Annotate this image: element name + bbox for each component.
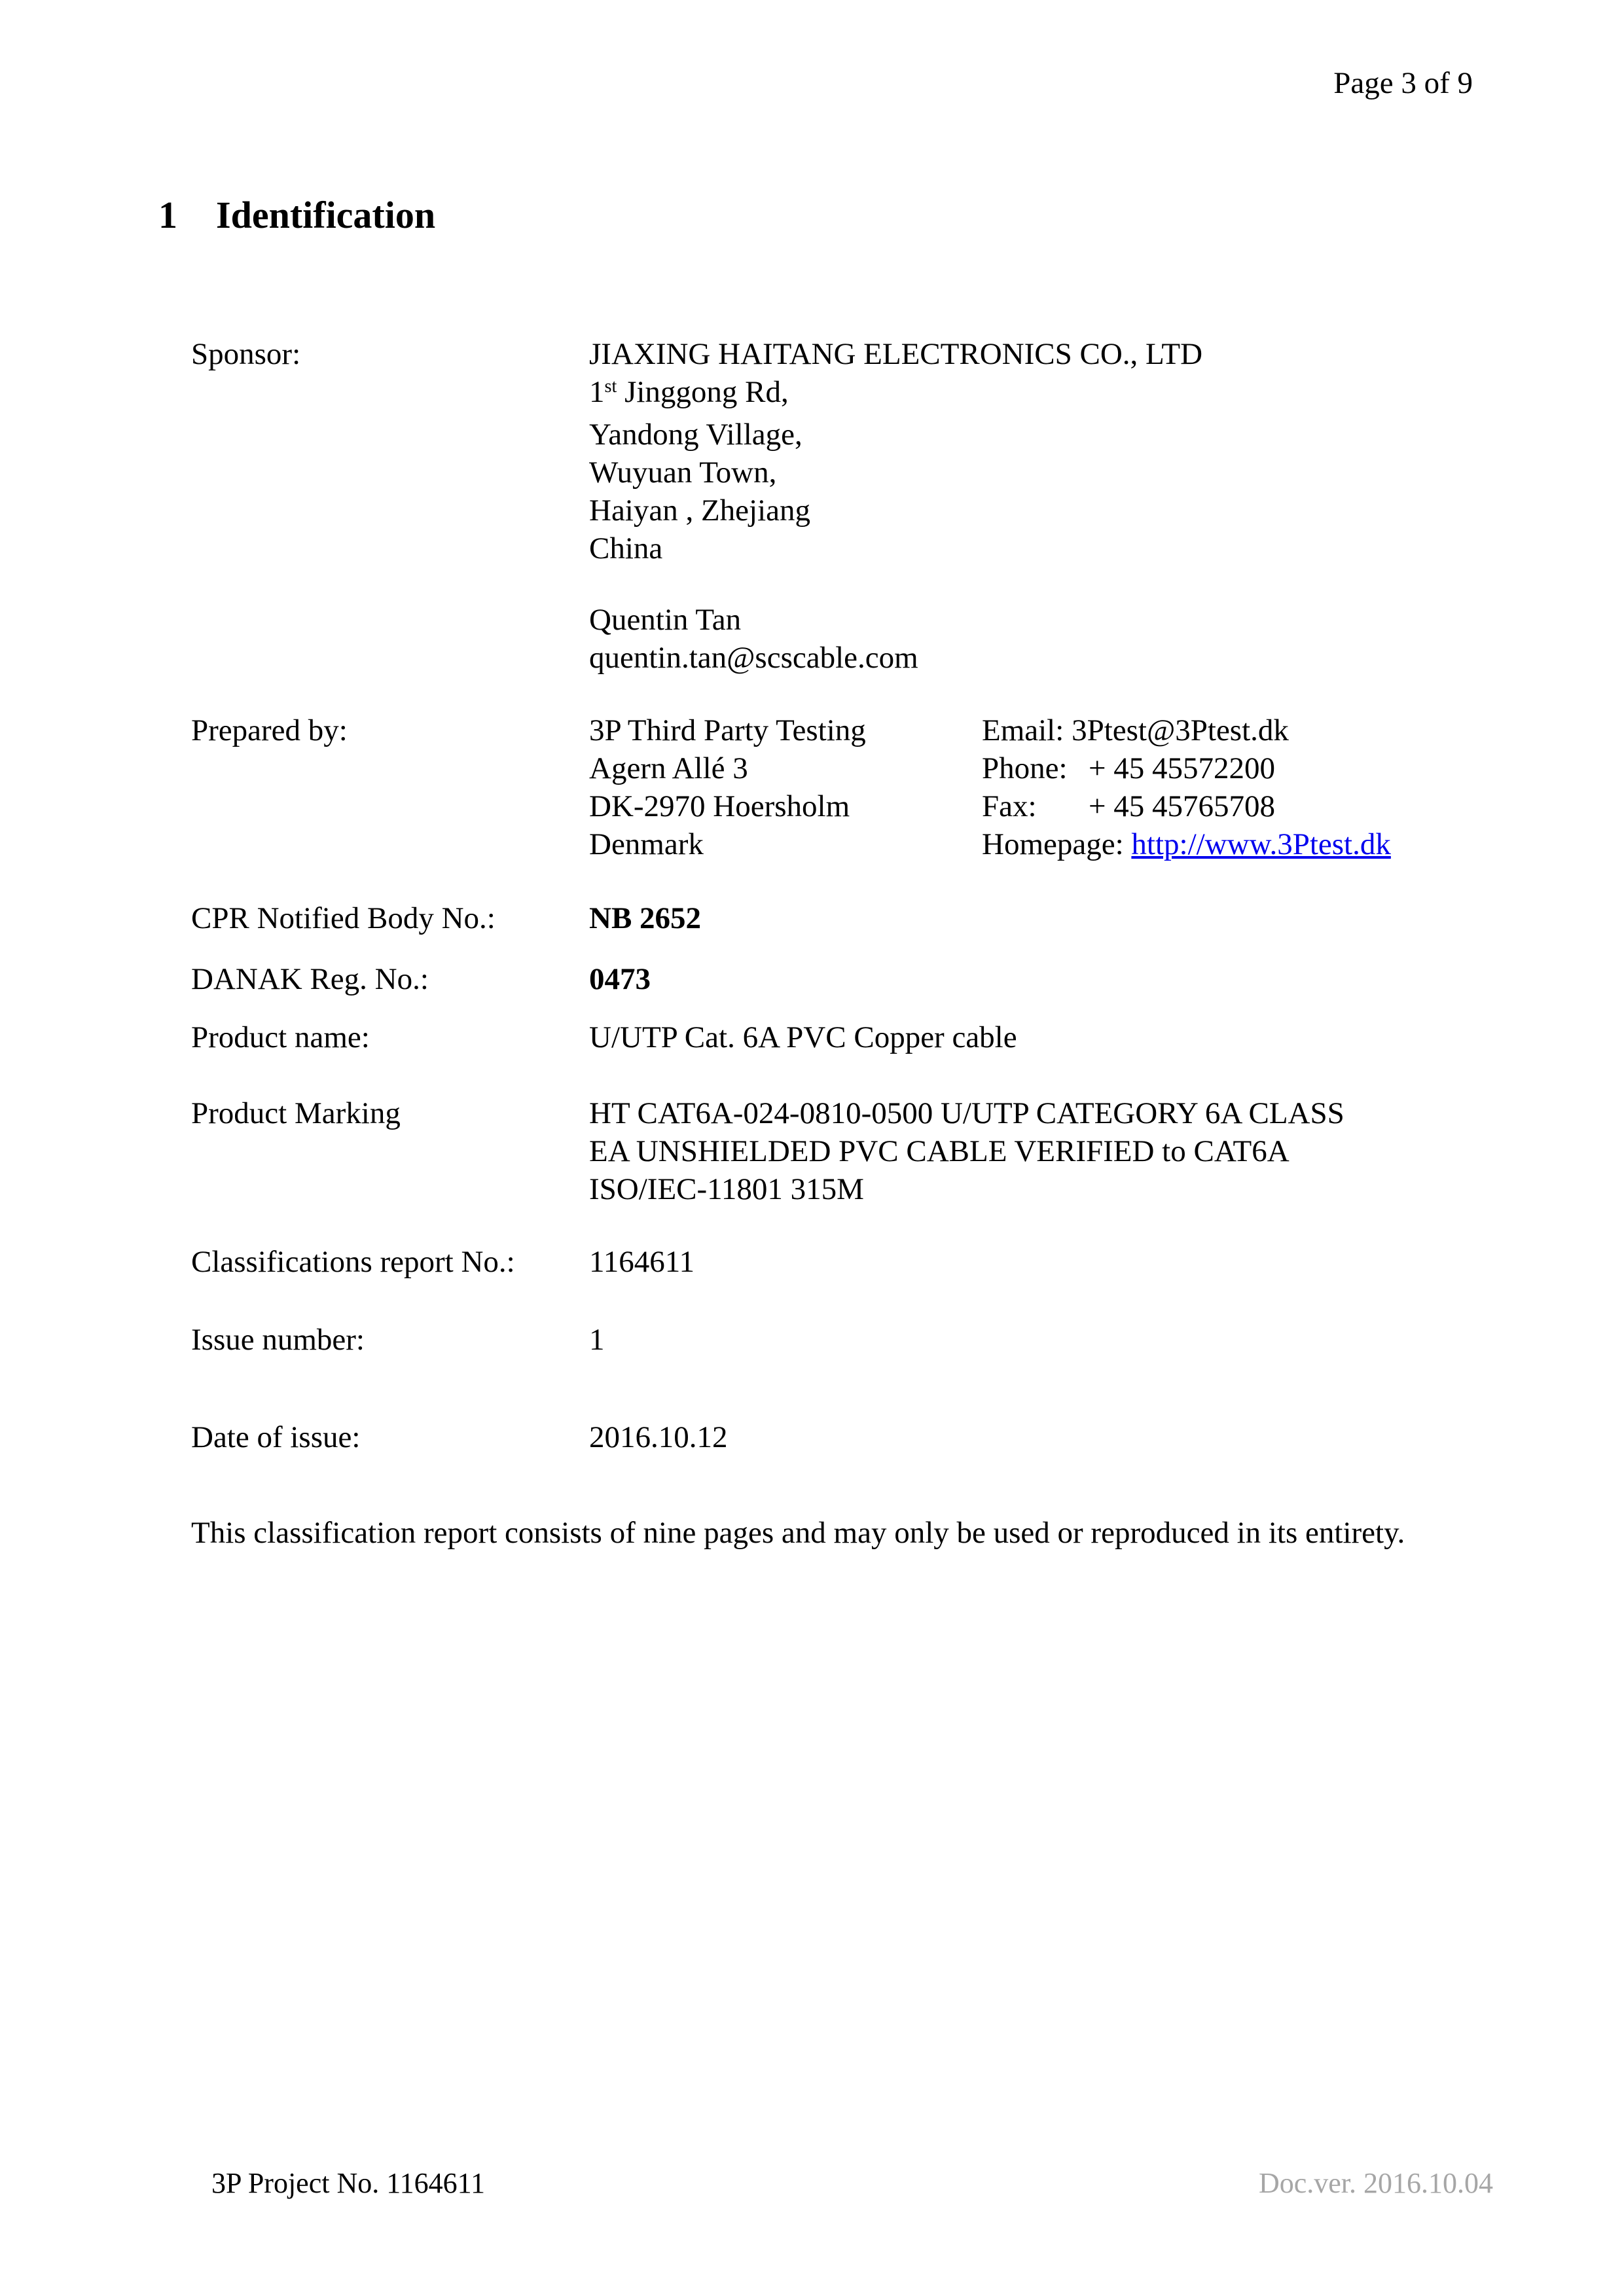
entirety-note: This classification report consists of nine pages and may only be used or reproduced in its entirety. [191, 1516, 1405, 1550]
ordinal-suffix: st [604, 376, 617, 397]
contact-line-homepage [982, 825, 1391, 863]
fax-label: Fax: [982, 789, 1045, 823]
product-marking-value [589, 1094, 1344, 1208]
field-row-danak-reg [191, 960, 651, 998]
homepage-link[interactable]: http://www.3Ptest.dk [1131, 827, 1391, 861]
address-number: 1 [589, 375, 605, 409]
prepared-company-line-1: 3P Third Party Testing [589, 713, 866, 747]
contact-line-email [982, 711, 1391, 749]
cpr-label: CPR Notified Body No.: [191, 901, 496, 935]
prepared-company-line-4: Denmark [589, 827, 704, 861]
issue-number-label: Issue number: [191, 1323, 365, 1357]
section-heading [158, 195, 435, 236]
marking-line-1: HT CAT6A-024-0810-0500 U/UTP CATEGORY 6A CLASS [589, 1096, 1344, 1130]
prepared-company-line-2: Agern Allé 3 [589, 751, 748, 785]
address-street: Jinggong Rd, [617, 375, 789, 409]
phone-label: Phone: [982, 751, 1075, 785]
prepared-company-line-3: DK-2970 Hoersholm [589, 789, 850, 823]
contact-name: Quentin Tan [589, 603, 742, 637]
sponsor-company: JIAXING HAITANG ELECTRONICS CO., LTD [589, 337, 1203, 371]
field-row-product-marking [191, 1094, 1344, 1208]
sponsor-address-line-1 [589, 373, 1202, 416]
danak-value: 0473 [589, 962, 651, 996]
sponsor-address-line-5: China [589, 531, 663, 565]
report-number-value: 1164611 [589, 1245, 695, 1279]
product-marking-label: Product Marking [191, 1096, 401, 1130]
sponsor-value [589, 335, 1202, 567]
field-row-cpr-notified-body [191, 899, 701, 937]
field-row-product-name [191, 1018, 1017, 1056]
footer-doc-version: Doc.ver. 2016.10.04 [1258, 2167, 1493, 2199]
prepared-by-contact-block [982, 711, 1391, 863]
report-number-label: Classifications report No.: [191, 1245, 515, 1279]
sponsor-label: Sponsor: [191, 337, 301, 371]
section-number: 1 [158, 194, 177, 236]
sponsor-contact-block [589, 601, 918, 677]
email-value: 3Ptest@3Ptest.dk [1072, 713, 1289, 747]
product-name-label: Product name: [191, 1020, 370, 1054]
sponsor-address-line-2: Yandong Village, [589, 418, 803, 452]
issue-number-value: 1 [589, 1323, 605, 1357]
cpr-value: NB 2652 [589, 901, 702, 935]
field-row-date-of-issue [191, 1418, 728, 1456]
danak-label: DANAK Reg. No.: [191, 962, 429, 996]
prepared-by-company-block [589, 711, 982, 863]
footer-project-number: 3P Project No. 1164611 [211, 2167, 485, 2199]
section-title: Identification [216, 194, 436, 236]
marking-line-3: ISO/IEC-11801 315M [589, 1172, 864, 1206]
product-name-value: U/UTP Cat. 6A PVC Copper cable [589, 1020, 1017, 1054]
sponsor-address-line-4: Haiyan , Zhejiang [589, 493, 811, 528]
contact-email: quentin.tan@scscable.com [589, 641, 918, 675]
homepage-label: Homepage: [982, 827, 1132, 861]
prepared-by-label: Prepared by: [191, 713, 348, 747]
contact-line-phone [982, 749, 1391, 787]
marking-line-2: EA UNSHIELDED PVC CABLE VERIFIED to CAT6A [589, 1134, 1290, 1168]
contact-line-fax [982, 787, 1391, 825]
field-row-issue-number [191, 1321, 605, 1359]
field-row-prepared-by [191, 711, 1391, 863]
field-row-report-number [191, 1243, 695, 1281]
fax-value: + 45 45765708 [1089, 789, 1276, 823]
phone-value: + 45 45572200 [1089, 751, 1276, 785]
page-number: Page 3 of 9 [1333, 66, 1473, 100]
date-of-issue-label: Date of issue: [191, 1420, 361, 1454]
field-row-sponsor [191, 335, 1202, 567]
email-label: Email: [982, 713, 1072, 747]
sponsor-address-line-3: Wuyuan Town, [589, 456, 777, 490]
date-of-issue-value: 2016.10.12 [589, 1420, 728, 1454]
